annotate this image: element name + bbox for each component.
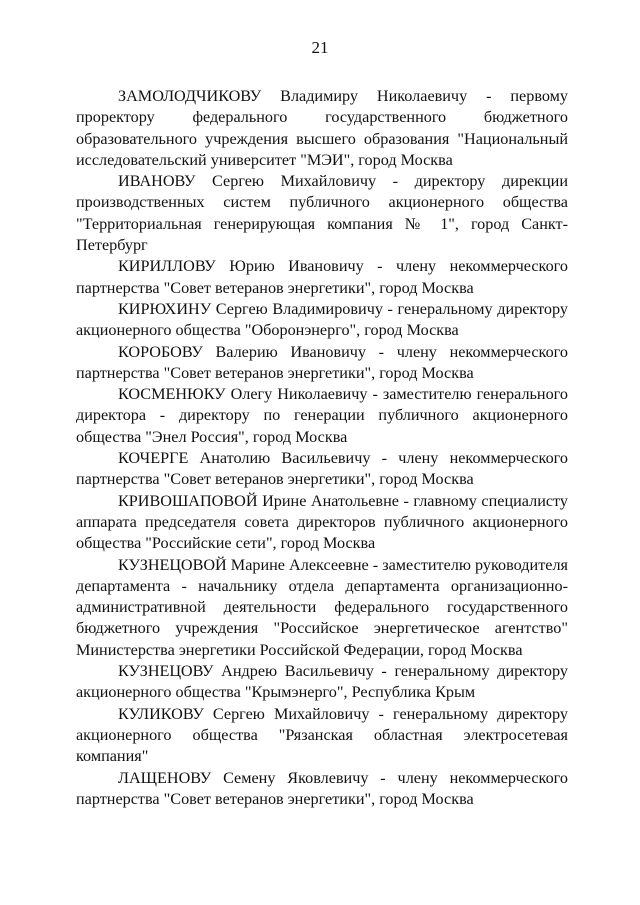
- list-item: КИРЮХИНУ Сергею Владимировичу - генеральному директору акционерного общества "Оборонэнерго", город Москва: [76, 299, 568, 340]
- list-item: ЛАЩЕНОВУ Семену Яковлевичу - члену некоммерческого партнерства "Совет ветеранов энергетики", город Москва: [76, 768, 568, 808]
- award-list: [76, 86, 568, 810]
- list-item: КУЛИКОВУ Сергею Михайловичу - генеральному директору акционерного общества "Рязанская областная электросетевая компания": [76, 704, 568, 766]
- list-item: ИВАНОВУ Сергею Михайловичу - директору дирекции производственных систем публичного акционерного общества "Территориальная генерирующая компания № 1", город Санкт-Петербург: [76, 172, 568, 255]
- list-item: КОРОБОВУ Валерию Ивановичу - члену некоммерческого партнерства "Совет ветеранов энергетики", город Москва: [76, 342, 568, 382]
- list-item: КРИВОШАПОВОЙ Ирине Анатольевне - главному специалисту аппарата председателя совета директоров публичного акционерного общества "Российские сети", город Москва: [76, 491, 568, 553]
- list-item: КОСМЕНЮКУ Олегу Николаевичу - заместителю генерального директора - директору по генерации публичного акционерного общества "Энел Россия", город Москва: [76, 385, 568, 446]
- list-item: КОЧЕРГЕ Анатолию Васильевичу - члену некоммерческого партнерства "Совет ветеранов энергетики", город Москва: [76, 449, 568, 489]
- list-item: КИРИЛЛОВУ Юрию Ивановичу - члену некоммерческого партнерства "Совет ветеранов энергетики", город Москва: [76, 257, 568, 297]
- list-item: ЗАМОЛОДЧИКОВУ Владимиру Николаевичу - первому проректору федерального государственного бюджетного образовательного учреждения высшего образования "Национальный исследовательский университет "МЭИ", город Москва: [76, 87, 568, 169]
- page-number: 21: [311, 38, 329, 57]
- list-item: КУЗНЕЦОВУ Андрею Васильевичу - генеральному директору акционерного общества "Крымэнерго", Республика Крым: [76, 662, 568, 702]
- list-item: КУЗНЕЦОВОЙ Марине Алексеевне - заместителю руководителя департамента - начальнику отдела департамента организационно-административной деятельности федерального государственного бюджетного учреждения "Российское энергетическое агентство" Министерства энергетики Российской Федерации, город Москва: [76, 555, 568, 659]
